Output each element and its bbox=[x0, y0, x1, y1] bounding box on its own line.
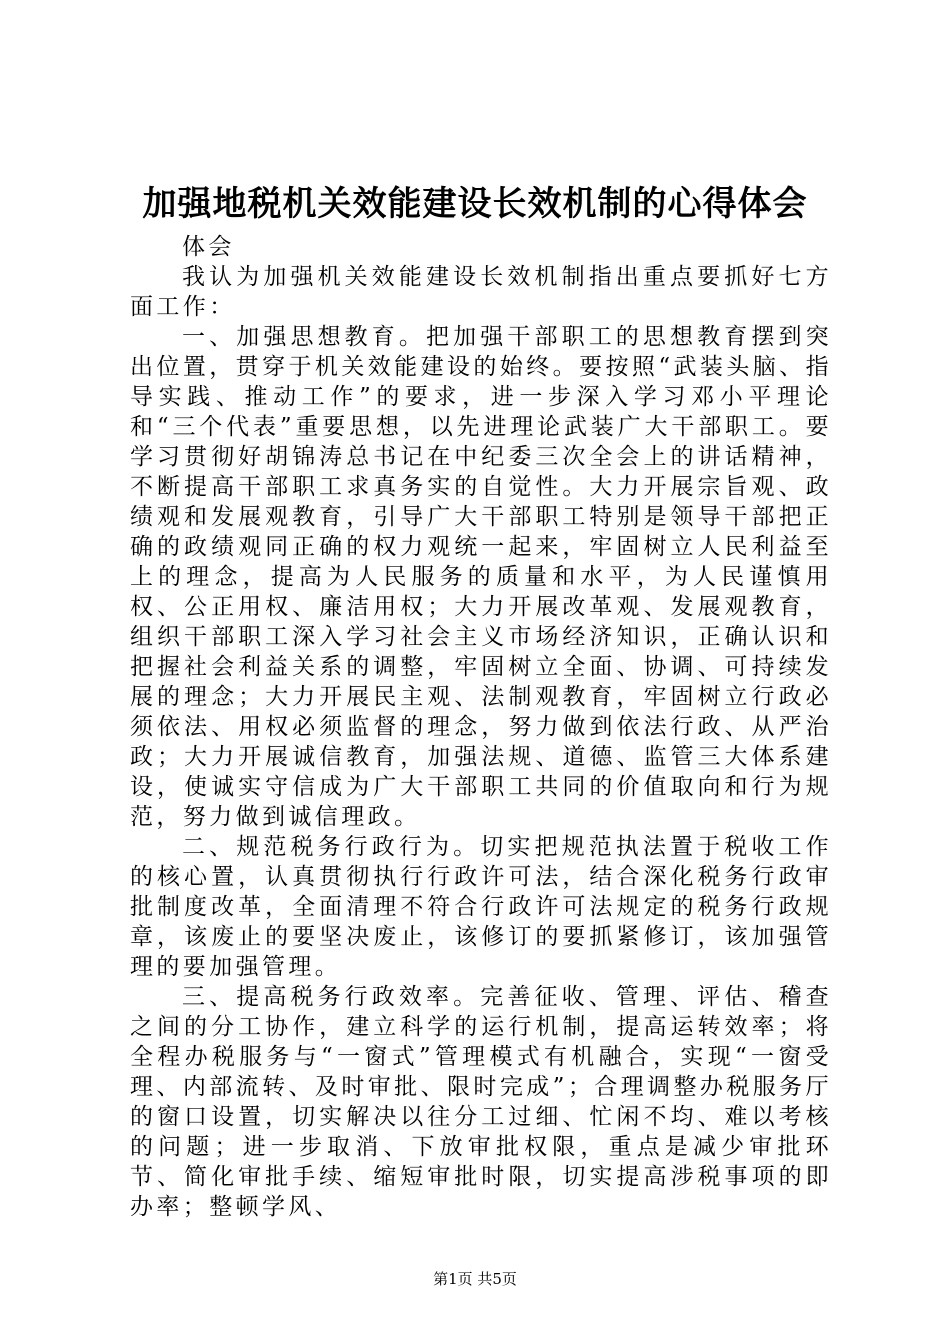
paragraph-point-3: 三、提高税务行政效率。完善征收、管理、评估、稽查之间的分工协作，建立科学的运行机制，提高运转效率；将全程办税服务与“一窗式”管理模式有机融合，实现“一窗受理、内部流转、及时审批、限时完成”；合理调整办税服务厅的窗口设置，切实解决以往分工过细、忙闲不均、难以考核的问题；进一步取消、下放审批权限，重点是减少审批环节、简化审批手续、缩短审批时限，切实提高涉税事项的即办率；整顿学风、 bbox=[130, 984, 832, 1220]
document-title: 加强地税机关效能建设长效机制的心得体会 bbox=[142, 184, 808, 224]
page-footer: 第1页 共5页 bbox=[433, 1270, 517, 1288]
paragraph-subtitle: 体会 bbox=[182, 234, 235, 260]
paragraph-point-2: 二、规范税务行政行为。切实把规范执法置于税收工作的核心置，认真贯彻执行行政许可法，结合深化税务行政审批制度改革，全面清理不符合行政许可法规定的税务行政规章，该废止的要坚决废止，该修订的要抓紧修订，该加强管理的要加强管理。 bbox=[130, 834, 832, 980]
paragraph-point-1: 一、加强思想教育。把加强干部职工的思想教育摆到突出位置，贯穿于机关效能建设的始终。要按照“武装头脑、指导实践、推动工作”的要求，进一步深入学习邓小平理论和“三个代表”重要思想，以先进理论武装广大干部职工。要学习贯彻好胡锦涛总书记在中纪委三次全会上的讲话精神，不断提高干部职工求真务实的自觉性。大力开展宗旨观、政绩观和发展观教育，引导广大干部职工特别是领导干部把正确的政绩观同正确的权力观统一起来，牢固树立人民利益至上的理念，提高为人民服务的质量和水平，为人民谨慎用权、公正用权、廉洁用权；大力开展改革观、发展观教育，组织干部职工深入学习社会主义市场经济知识，正确认识和把握社会利益关系的调整，牢固树立全面、协调、可持续发展的理念；大力开展民主观、法制观教育，牢固树立行政必须依法、用权必须监督的理念，努力做到依法行政、从严治政；大力开展诚信教育，加强法规、道德、监管三大体系建设，使诚实守信成为广大干部职工共同的价值取向和行为规范，努力做到诚信理政。 bbox=[130, 324, 832, 830]
document-body bbox=[130, 232, 832, 1222]
paragraph-intro: 我认为加强机关效能建设长效机制指出重点要抓好七方面工作： bbox=[130, 264, 832, 320]
